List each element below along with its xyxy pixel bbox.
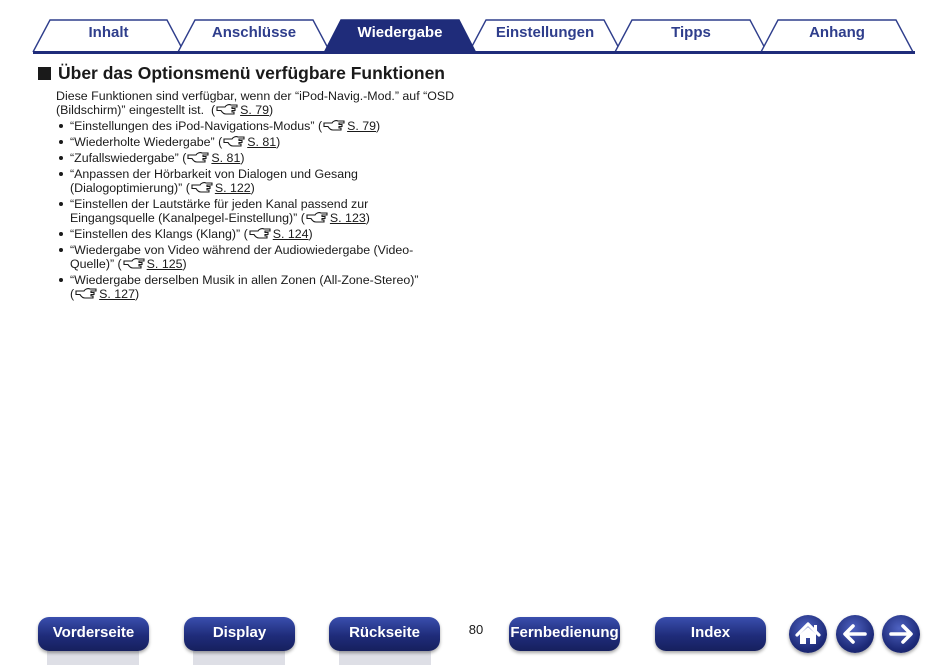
page-link[interactable]: S. 81 — [247, 135, 277, 149]
pointing-hand-icon — [223, 135, 245, 147]
pointing-hand-icon — [191, 181, 213, 193]
tab-wiedergabe[interactable]: Wiedergabe — [357, 24, 443, 41]
page-reference: ( S. 79) — [207, 103, 274, 117]
tab-anschluesse[interactable]: Anschlüsse — [211, 24, 297, 41]
content — [56, 89, 456, 303]
page-link[interactable]: S. 123 — [329, 211, 366, 225]
page-link[interactable]: S. 124 — [272, 227, 309, 241]
square-bullet-icon — [38, 67, 51, 80]
tab-anhang[interactable]: Anhang — [809, 24, 865, 41]
button-shadow — [339, 651, 431, 665]
intro-text: Diese Funktionen sind verfügbar, wenn der “iPod-Navig.-Mod.” auf “OSD (Bildschirm)” eingestellt ist. — [56, 89, 455, 117]
page-link[interactable]: S. 81 — [211, 151, 241, 165]
list-item — [56, 167, 456, 195]
arrow-right-icon — [882, 615, 920, 653]
tab-tipps[interactable]: Tipps — [671, 24, 711, 41]
page-reference: ( S. 123) — [300, 211, 370, 225]
index-button[interactable]: Index — [655, 617, 766, 651]
section-heading — [38, 62, 445, 84]
page-title: Über das Optionsmenü verfügbare Funktionen — [58, 62, 445, 83]
pointing-hand-icon — [123, 257, 145, 269]
page-link[interactable]: S. 79 — [240, 103, 270, 117]
display-button[interactable]: Display — [184, 617, 295, 651]
item-text: “Einstellungen des iPod-Navigations-Modus” — [70, 119, 315, 133]
list-item — [56, 151, 456, 165]
list-item — [56, 273, 456, 301]
page-link[interactable]: S. 122 — [214, 181, 251, 195]
back-button[interactable] — [836, 615, 874, 653]
function-list — [56, 119, 456, 301]
fernbedienung-button[interactable]: Fernbedienung — [509, 617, 620, 651]
page-reference: ( S. 81) — [218, 135, 281, 149]
list-item — [56, 119, 456, 133]
tab-bar — [0, 0, 950, 60]
page-reference: ( S. 81) — [182, 151, 245, 165]
button-shadow — [47, 651, 139, 665]
page-link[interactable]: S. 79 — [347, 119, 377, 133]
page-reference: ( S. 79) — [317, 119, 381, 133]
item-text: “Anpassen der Hörbarkeit von Dialogen und Gesang (Dialogoptimierung)” — [70, 167, 358, 195]
item-text: “Wiedergabe derselben Musik in allen Zonen (All-Zone-Stereo)” — [70, 273, 419, 287]
item-text: “Wiedergabe von Video während der Audiowiedergabe (Video-Quelle)” — [70, 243, 414, 271]
arrow-left-icon — [836, 615, 874, 653]
home-button[interactable] — [789, 615, 827, 653]
pointing-hand-icon — [75, 287, 97, 299]
pointing-hand-icon — [306, 211, 328, 223]
list-item — [56, 197, 456, 225]
list-item — [56, 227, 456, 241]
item-text: “Zufallswiedergabe” — [70, 151, 179, 165]
tab-baseline — [33, 51, 915, 54]
tab-einstellungen[interactable]: Einstellungen — [495, 24, 595, 41]
item-text: “Wiederholte Wiedergabe” — [70, 135, 215, 149]
page-link[interactable]: S. 127 — [99, 287, 135, 301]
tab-inhalt[interactable]: Inhalt — [88, 24, 129, 41]
page-reference: ( S. 125) — [117, 257, 187, 271]
page-link[interactable]: S. 125 — [146, 257, 183, 271]
forward-button[interactable] — [882, 615, 920, 653]
page-number: 80 — [468, 622, 484, 637]
pointing-hand-icon — [187, 151, 209, 163]
page-reference: ( S. 124) — [243, 227, 313, 241]
rueckseite-button[interactable]: Rückseite — [329, 617, 440, 651]
pointing-hand-icon — [216, 103, 238, 115]
vorderseite-button[interactable]: Vorderseite — [38, 617, 149, 651]
intro-paragraph — [56, 89, 456, 117]
pointing-hand-icon — [249, 227, 271, 239]
page-reference: ( S. 122) — [185, 181, 255, 195]
list-item — [56, 243, 456, 271]
item-text: “Einstellen des Klangs (Klang)” — [70, 227, 241, 241]
button-shadow — [193, 651, 285, 665]
item-text: “Einstellen der Lautstärke für jeden Kanal passend zur Eingangsquelle (Kanalpegel-Einstellung)” — [70, 197, 369, 225]
page-reference: ( S. 127) — [70, 287, 140, 301]
pointing-hand-icon — [323, 119, 345, 131]
list-item — [56, 135, 456, 149]
home-icon — [789, 615, 827, 653]
